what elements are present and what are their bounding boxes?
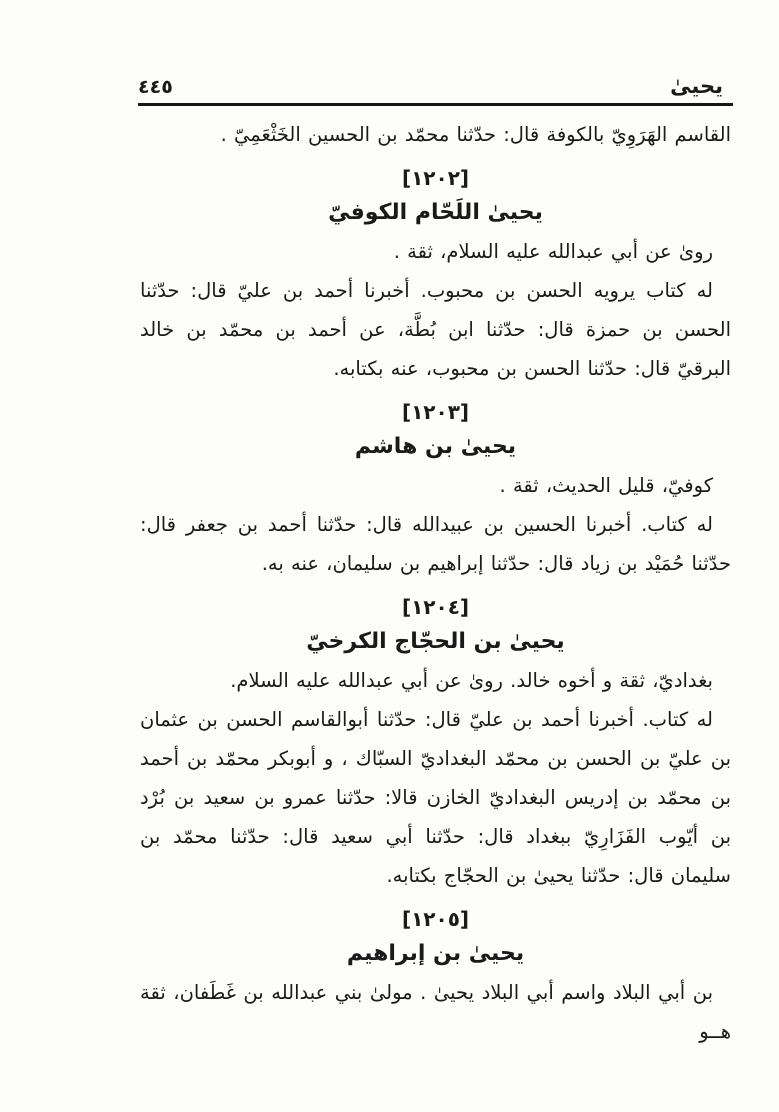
entry-paragraph: له كتاب. أخبرنا أحمد بن عليّ قال: حدّثنا أبوالقاسم الحسن بن عثمان بن عليّ بن الحسن بن محمّد البغداديّ السبّاك ، و أبوبكر محمّد بن أحمد بن محمّد بن إدريس البغداديّ الخازن قالا: حدّثنا عمرو بن سعيد بن بُرْد بن أيّوب الفَزَارِيّ ببغداد قال: حدّثنا أبي سعيد قال: حدّثنا محمّد بن سليمان قال: حدّثنا يحيىٰ بن الحجّاج بكتابه. [140, 708, 731, 887]
entry-paragraph: روىٰ عن أبي عبدالله عليه السلام، ثقة . [393, 240, 713, 263]
entry-1204 [140, 591, 731, 895]
entry-paragraph: بن أبي البلاد واسم أبي البلاد يحيىٰ . مولىٰ بني عبدالله بن غَطَفان، ثقة هــو [140, 981, 731, 1043]
continuation-paragraph: القاسم الهَرَوِيّ بالكوفة قال: حدّثنا محمّد بن الحسين الخَثْعَمِيّ . [220, 123, 731, 146]
entry-number: [١٢٠٣] [401, 400, 470, 424]
entry-1202 [140, 162, 731, 388]
entry-paragraph: بغداديّ، ثقة و أخوه خالد. روىٰ عن أبي عبدالله عليه السلام. [230, 669, 713, 692]
entry-title: يحيىٰ بن هاشم [354, 434, 517, 459]
entry-number: [١٢٠٢] [401, 166, 470, 190]
running-head: يحيىٰ [670, 74, 723, 98]
entry-paragraph: كوفيّ، قليل الحديث، ثقة . [499, 474, 713, 497]
entry-1203 [140, 396, 731, 583]
entry-paragraph: له كتاب يرويه الحسن بن محبوب. أخبرنا أحمد بن عليّ قال: حدّثنا الحسن بن حمزة قال: حدّثنا ابن بُطَّة، عن أحمد بن محمّد بن خالد البرقيّ قال: حدّثنا الحسن بن محبوب، عنه بكتابه. [140, 279, 731, 380]
entry-title: يحيىٰ اللَحّام الكوفيّ [328, 200, 543, 225]
page-header [0, 0, 779, 103]
entry-title: يحيىٰ بن إبراهيم [346, 941, 525, 966]
page-content [0, 106, 779, 1051]
entry-number: [١٢٠٥] [401, 907, 470, 931]
entry-1205 [140, 903, 731, 1051]
page-number: ٤٤٥ [138, 76, 173, 98]
entry-title: يحيىٰ بن الحجّاج الكرخيّ [306, 629, 565, 654]
entry-number: [١٢٠٤] [401, 595, 470, 619]
entry-paragraph: له كتاب. أخبرنا الحسين بن عبيدالله قال: حدّثنا أحمد بن جعفر قال: حدّثنا حُمَيْد بن زياد قال: حدّثنا إبراهيم بن سليمان، عنه به. [140, 513, 731, 575]
